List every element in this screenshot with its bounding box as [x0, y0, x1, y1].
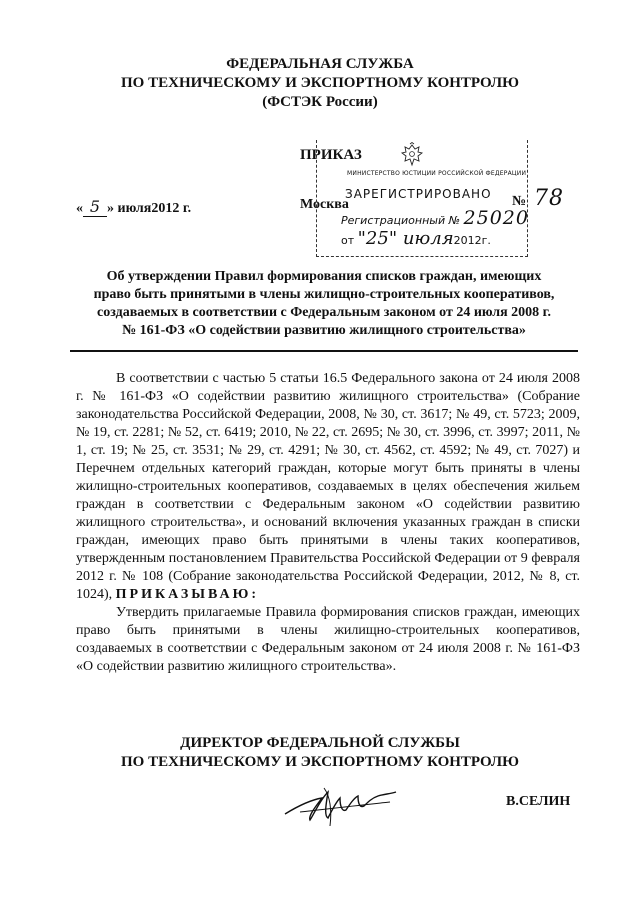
stamp-date-label: от: [341, 234, 355, 247]
order-word: ПРИКАЗЫВАЮ:: [115, 587, 260, 602]
signatory-title: [0, 734, 640, 772]
stamp-reg-number-handwritten: 25020: [463, 207, 529, 229]
order-body: [76, 370, 580, 676]
order-number-sign: №: [512, 194, 527, 209]
stamp-registered: ЗАРЕГИСТРИРОВАНО: [345, 187, 492, 201]
city: Москва: [300, 197, 349, 212]
title-line1: Об утверждении Правил формирования списков граждан, имеющих: [106, 269, 542, 284]
eagle-emblem-icon: [399, 142, 425, 168]
stamp-date-handwritten: "25" июля: [357, 228, 454, 249]
signatory-title-line2: ПО ТЕХНИЧЕСКОМУ И ЭКСПОРТНОМУ КОНТРОЛЮ: [121, 754, 519, 770]
preamble-paragraph: [76, 370, 580, 604]
order-number-handwritten: 78: [534, 186, 564, 211]
agency-header: [0, 55, 640, 112]
preamble-text: В соответствии с частью 5 статьи 16.5 Федерального закона от 24 июля 2008 г. № 161-ФЗ «О содействии развитию жилищного строительства» (Собрание законодательства Российской Федерации, 2008, № 30, ст. 3617; № 49, ст. 5723; 2009, № 19, ст. 2281; № 52, ст. 6419; 2010, № 22, ст. 2695; № 30, ст. 3996, ст. 3997; 2011, № 1, ст. 19; № 25, ст. 3531; № 29, ст. 4291; № 30, ст. 4562, ст. 4592; № 49, ст. 7027) и Перечнем отдельных категорий граждан, которые могут быть приняты в члены жилищно-строительных кооперативов, создаваемых в целях обеспечения жильем граждан в соответствии с Федеральным законом «О содействии развитию жилищного строительства», и оснований включения указанных граждан в списки граждан, имеющих право быть принятыми в члены таких кооперативов, утвержденным постановлением Правительства Российской Федерации от 9 февраля 2012 г. № 108 (Собрание законодательства Российской Федерации, 2012, № 8, ст. 1024),: [76, 371, 580, 602]
date-month-year: » июля2012 г.: [107, 201, 192, 216]
handwritten-signature: [280, 776, 400, 836]
title-divider: [70, 350, 578, 352]
signatory-title-line1: ДИРЕКТОР ФЕДЕРАЛЬНОЙ СЛУЖБЫ: [180, 735, 460, 751]
title-line3: создаваемых в соответствии с Федеральным законом от 24 июля 2008 г.: [97, 305, 551, 320]
title-line2: право быть принятыми в члены жилищно-строительных кооперативов,: [93, 287, 555, 302]
stamp-ministry: МИНИСТЕРСТВО ЮСТИЦИИ РОССИЙСКОЙ ФЕДЕРАЦИИ: [347, 170, 527, 177]
registration-stamp: [316, 140, 528, 257]
order-title: [60, 268, 588, 340]
decision-paragraph: Утвердить прилагаемые Правила формирования списков граждан, имеющих право быть принятыми в члены жилищно-строительных кооперативов, создаваемых в соответствии с Федеральным законом от 24 июля 2008 г. № 161-ФЗ «О содействии развитию жилищного строительства».: [76, 605, 580, 674]
stamp-date: [341, 228, 491, 249]
stamp-year: 2012г.: [453, 234, 491, 247]
date-open-quote: «: [76, 201, 83, 216]
agency-name-line2: ПО ТЕХНИЧЕСКОМУ И ЭКСПОРТНОМУ КОНТРОЛЮ: [121, 75, 519, 91]
document-type: ПРИКАЗ: [300, 147, 362, 163]
title-line4: № 161-ФЗ «О содействии развитию жилищного строительства»: [122, 323, 526, 338]
stamp-reg-label: Регистрационный №: [341, 214, 461, 227]
date-day-handwritten: 5: [83, 197, 107, 217]
agency-abbreviation: (ФСТЭК России): [262, 94, 378, 110]
signatory-name: В.СЕЛИН: [506, 794, 571, 809]
agency-name-line1: ФЕДЕРАЛЬНАЯ СЛУЖБА: [226, 56, 414, 72]
stamp-registration-number: [341, 207, 529, 229]
order-date: [76, 197, 191, 217]
